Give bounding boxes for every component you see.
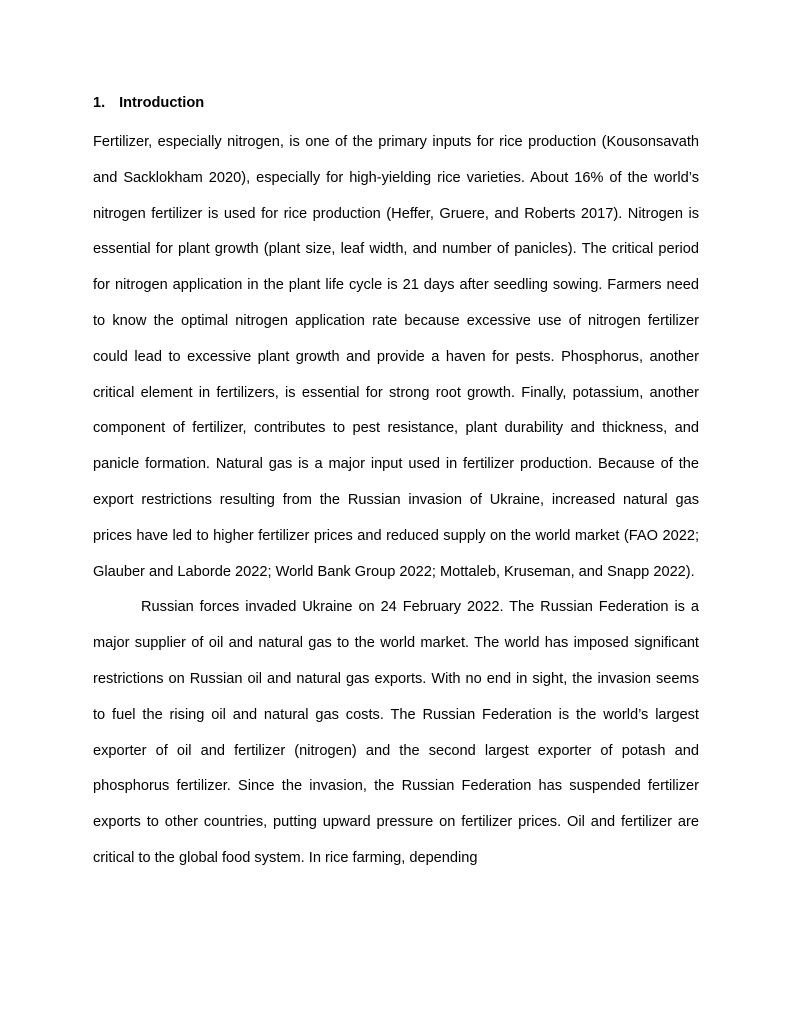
- paragraph-1: Fertilizer, especially nitrogen, is one of the primary inputs for rice production (Kousonsavath and Sacklokham 2020), especially for high-yielding rice varieties. About 16% of the world’s nitrogen fertilizer is used for rice production (Heffer, Gruere, and Roberts 2017). Nitrogen is essential for plant growth (plant size, leaf width, and number of panicles). The critical period for nitrogen application in the plant life cycle is 21 days after seedling sowing. Farmers need to know the optimal nitrogen application rate because excessive use of nitrogen fertilizer could lead to excessive plant growth and provide a haven for pests. Phosphorus, another critical element in fertilizers, is essential for strong root growth. Finally, potassium, another component of fertilizer, contributes to pest resistance, plant durability and thickness, and panicle formation. Natural gas is a major input used in fertilizer production. Because of the export restrictions resulting from the Russian invasion of Ukraine, increased natural gas prices have led to higher fertilizer prices and reduced supply on the world market (FAO 2022; Glauber and Laborde 2022; World Bank Group 2022; Mottaleb, Kruseman, and Snapp 2022).: [93, 134, 699, 580]
- document-page: [93, 91, 699, 877]
- section-heading: [93, 91, 699, 115]
- paragraph-2: Russian forces invaded Ukraine on 24 February 2022. The Russian Federation is a major supplier of oil and natural gas to the world market. The world has imposed significant restrictions on Russian oil and natural gas exports. With no end in sight, the invasion seems to fuel the rising oil and natural gas costs. The Russian Federation is the world’s largest exporter of oil and fertilizer (nitrogen) and the second largest exporter of potash and phosphorus fertilizer. Since the invasion, the Russian Federation has suspended fertilizer exports to other countries, putting upward pressure on fertilizer prices. Oil and fertilizer are critical to the global food system. In rice farming, depending: [93, 599, 699, 866]
- section-number: 1.: [93, 95, 106, 111]
- section-title: Introduction: [119, 95, 205, 111]
